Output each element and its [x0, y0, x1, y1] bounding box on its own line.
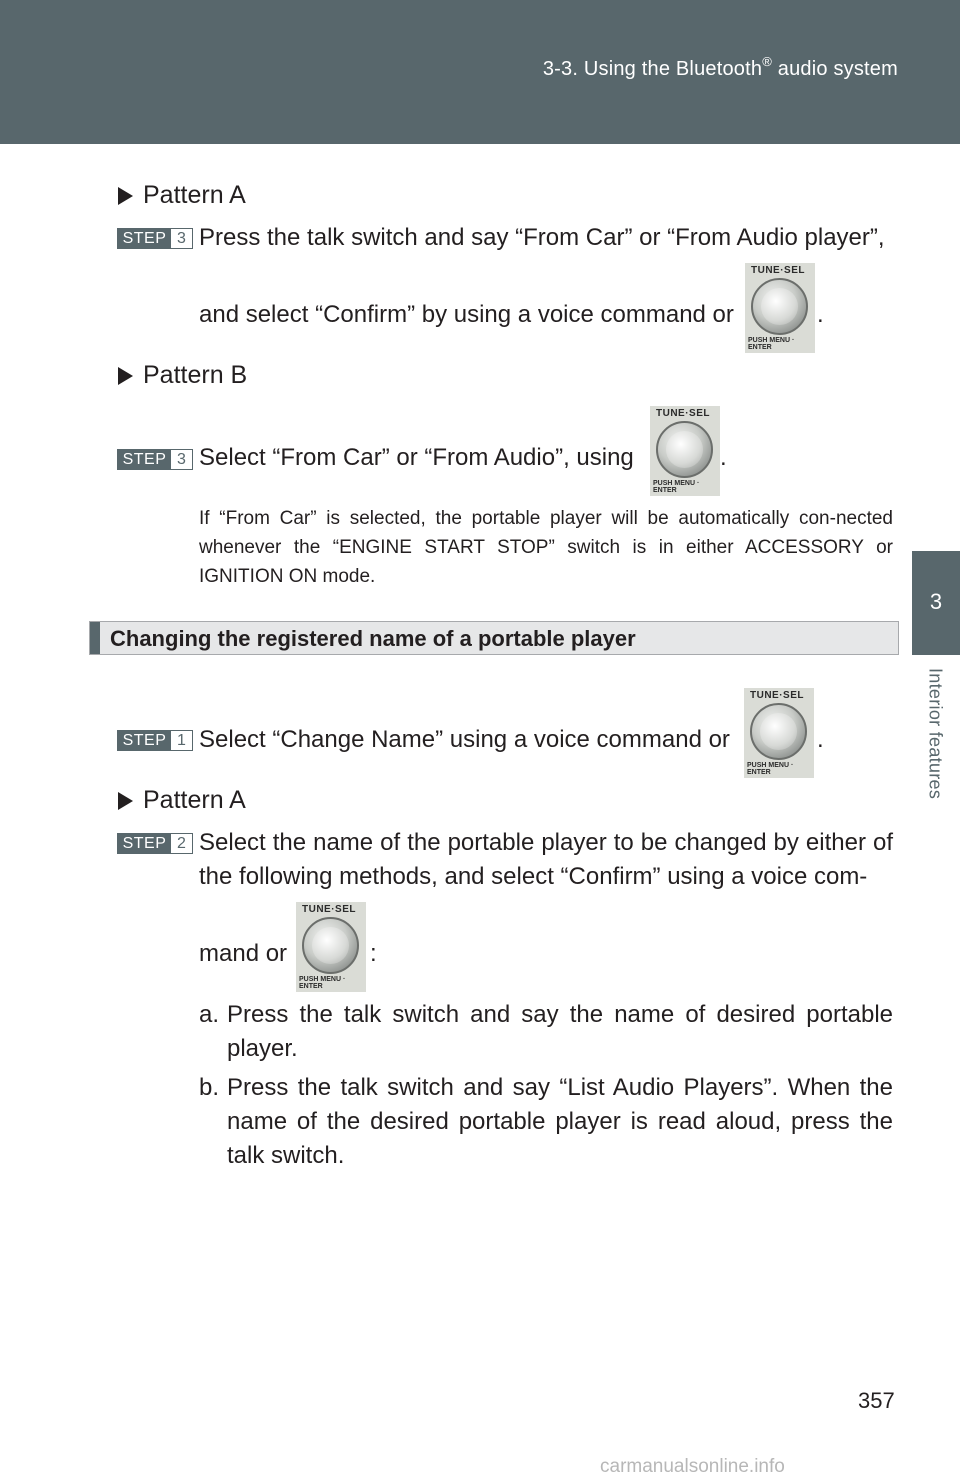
page-number: 357 [858, 1388, 895, 1413]
step-text-cont: mand or [199, 940, 288, 967]
tune-sel-knob-icon: TUNE·SEL PUSH MENU · ENTER [650, 406, 720, 496]
pattern-a-heading: Pattern A [118, 181, 246, 210]
tune-sel-knob-icon: TUNE·SEL PUSH MENU · ENTER [744, 688, 814, 778]
tune-sel-knob-icon: TUNE·SEL PUSH MENU · ENTER [296, 902, 366, 992]
section-title: Changing the registered name of a portable player [110, 626, 636, 651]
period: . [817, 301, 824, 328]
tune-sel-knob-icon: TUNE·SEL PUSH MENU · ENTER [745, 263, 815, 353]
list-item: a. Press the talk switch and say the name of desired portable player. [199, 1001, 893, 1062]
chapter-label: Interior features [925, 668, 946, 800]
colon: : [370, 940, 377, 967]
step-badge: STEP 3 [117, 449, 193, 470]
step-badge: STEP 1 [117, 730, 193, 751]
period: . [720, 444, 727, 471]
triangle-bullet-icon [118, 367, 133, 385]
section-heading-bar [89, 621, 899, 655]
step-text: Select “Change Name” using a voice command or [199, 726, 730, 753]
step-badge: STEP 3 [117, 228, 193, 249]
step-text: Select the name of the portable player to be changed by either of the following methods, and select “Confirm” using a voice com- [199, 829, 893, 890]
chapter-tab [912, 551, 960, 655]
chapter-number: 3 [929, 589, 943, 614]
period: . [817, 726, 824, 753]
pattern-a-heading: Pattern A [118, 786, 246, 815]
triangle-bullet-icon [118, 187, 133, 205]
section-header: 3-3. Using the Bluetooth® audio system [542, 54, 898, 80]
note-text: If “From Car” is selected, the portable player will be automatically con-nected whenever the “ENGINE START STOP” switch is in either ACCESSORY or IGNITION ON mode. [199, 508, 893, 587]
header-band [0, 0, 960, 144]
step-text: Select “From Car” or “From Audio”, using [199, 444, 634, 471]
step-text-cont: and select “Confirm” by using a voice command or [199, 301, 734, 328]
step-badge: STEP 2 [117, 833, 193, 854]
list-item: b. Press the talk switch and say “List Audio Players”. When the name of the desired portable player is read aloud, press the talk switch. [199, 1074, 893, 1169]
step-text: Press the talk switch and say “From Car” or “From Audio player”, [199, 224, 885, 251]
triangle-bullet-icon [118, 792, 133, 810]
pattern-b-heading: Pattern B [118, 361, 247, 390]
watermark: carmanualsonline.info [600, 1456, 785, 1477]
